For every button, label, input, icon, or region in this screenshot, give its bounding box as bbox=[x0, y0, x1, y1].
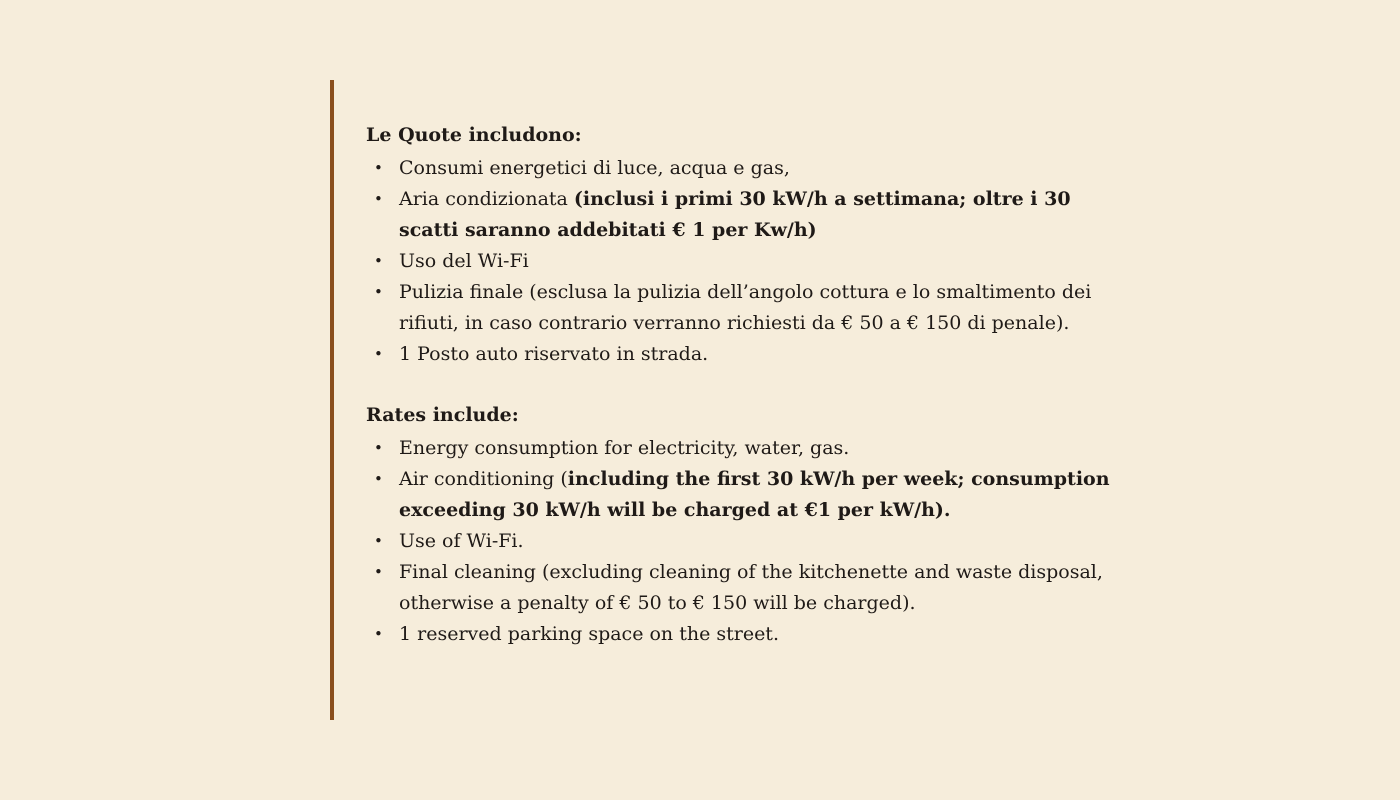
bullet-icon: • bbox=[374, 283, 383, 301]
list-item: • Pulizia finale (esclusa la pulizia dell’angolo cottura e lo smaltimento dei rifiuti, in caso contrario verranno richiesti da € 50 a € 150 di penale). bbox=[366, 277, 1126, 339]
bullet-icon: • bbox=[374, 345, 383, 363]
bullet-icon: • bbox=[374, 563, 383, 581]
list-item: • Consumi energetici di luce, acqua e gas, bbox=[366, 153, 1126, 184]
bullet-icon: • bbox=[374, 439, 383, 457]
bullet-icon: • bbox=[374, 252, 383, 270]
list-item: • Aria condizionata (inclusi i primi 30 kW/h a settimana; oltre i 30 scatti saranno addebitati € 1 per Kw/h) bbox=[366, 184, 1126, 246]
rates-content bbox=[366, 120, 1126, 650]
list-item: • Uso del Wi-Fi bbox=[366, 246, 1126, 277]
bullet-icon: • bbox=[374, 159, 383, 177]
list-item: • 1 Posto auto riservato in strada. bbox=[366, 339, 1126, 370]
rates-card bbox=[330, 80, 1150, 720]
english-list bbox=[366, 433, 1126, 650]
bullet-icon: • bbox=[374, 532, 383, 550]
italian-list bbox=[366, 153, 1126, 370]
accent-rule bbox=[330, 80, 334, 720]
bullet-icon: • bbox=[374, 190, 383, 208]
list-item: • Air conditioning (including the first 30 kW/h per week; consumption exceeding 30 kW/h will be charged at €1 per kW/h). bbox=[366, 464, 1126, 526]
english-section-title: Rates include: bbox=[366, 404, 519, 426]
list-item: • 1 reserved parking space on the street. bbox=[366, 619, 1126, 650]
list-item: • Use of Wi-Fi. bbox=[366, 526, 1126, 557]
bullet-icon: • bbox=[374, 470, 383, 488]
list-item: • Energy consumption for electricity, water, gas. bbox=[366, 433, 1126, 464]
list-item: • Final cleaning (excluding cleaning of the kitchenette and waste disposal, otherwise a penalty of € 50 to € 150 will be charged). bbox=[366, 557, 1126, 619]
section-spacer bbox=[366, 370, 1126, 400]
italian-section-title: Le Quote includono: bbox=[366, 124, 582, 146]
bullet-icon: • bbox=[374, 625, 383, 643]
